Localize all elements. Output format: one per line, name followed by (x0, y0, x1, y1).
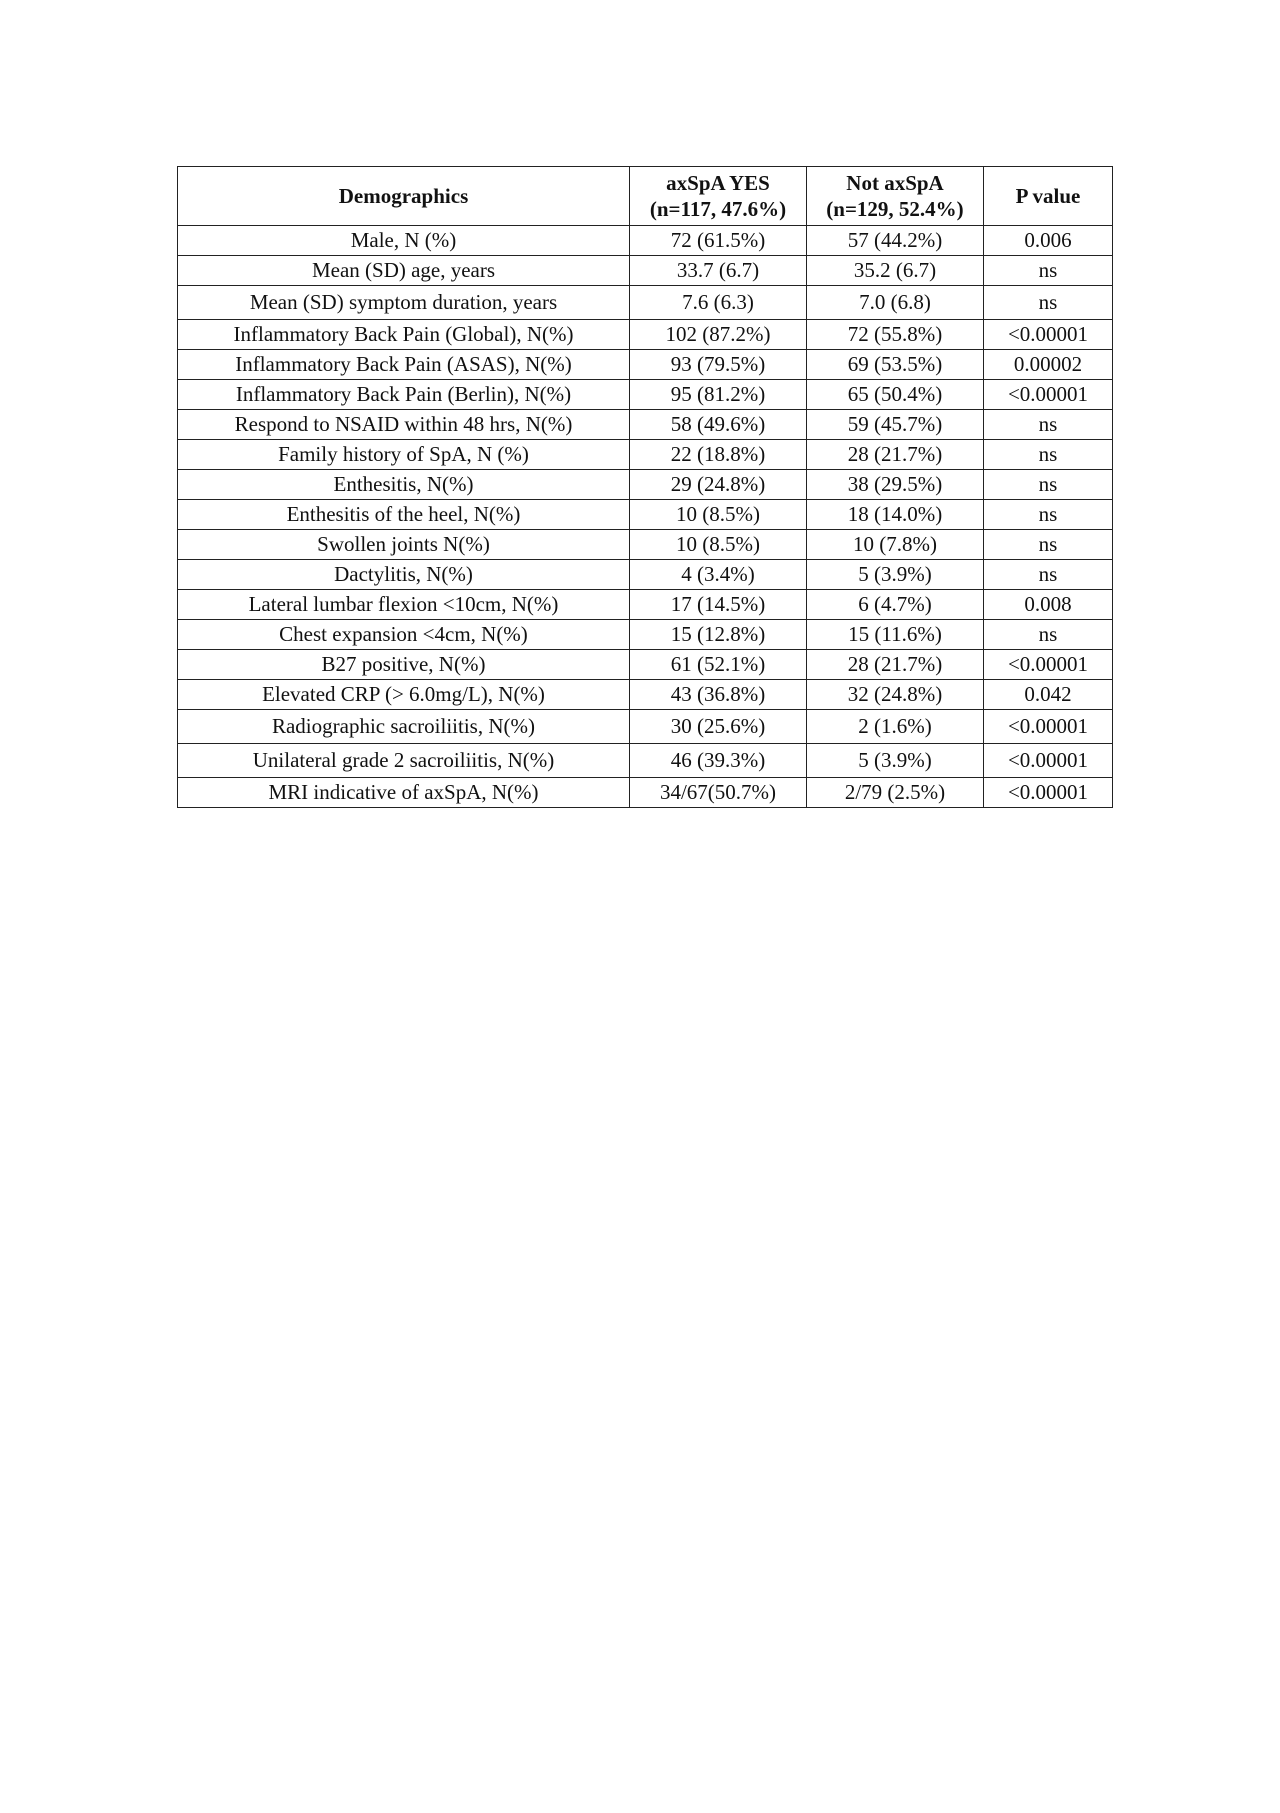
p-value: 0.008 (984, 590, 1113, 620)
axspa-yes-value: 22 (18.8%) (630, 440, 807, 470)
not-axspa-value: 7.0 (6.8) (807, 286, 984, 320)
table-row (178, 286, 1113, 320)
row-label: Male, N (%) (178, 226, 630, 256)
header-axspa-yes-line2: (n=117, 47.6%) (649, 197, 787, 221)
header-not-axspa-line2: (n=129, 52.4%) (826, 197, 964, 221)
axspa-yes-value: 61 (52.1%) (630, 650, 807, 680)
p-value: ns (984, 440, 1113, 470)
table-row (178, 620, 1113, 650)
axspa-yes-value: 15 (12.8%) (630, 620, 807, 650)
axspa-yes-value: 72 (61.5%) (630, 226, 807, 256)
row-label: Lateral lumbar flexion <10cm, N(%) (178, 590, 630, 620)
header-axspa-yes-line1: axSpA YES (666, 170, 770, 195)
p-value: <0.00001 (984, 744, 1113, 778)
table-row (178, 778, 1113, 808)
row-label: Respond to NSAID within 48 hrs, N(%) (178, 410, 630, 440)
row-label: Inflammatory Back Pain (ASAS), N(%) (178, 350, 630, 380)
p-value: 0.042 (984, 680, 1113, 710)
row-label: Inflammatory Back Pain (Global), N(%) (178, 320, 630, 350)
table-row (178, 560, 1113, 590)
p-value: <0.00001 (984, 710, 1113, 744)
row-label: Enthesitis of the heel, N(%) (178, 500, 630, 530)
not-axspa-value: 72 (55.8%) (807, 320, 984, 350)
table-row (178, 650, 1113, 680)
header-axspa-yes (630, 167, 807, 226)
demographics-table (177, 166, 1113, 808)
not-axspa-value: 69 (53.5%) (807, 350, 984, 380)
not-axspa-value: 57 (44.2%) (807, 226, 984, 256)
row-label: MRI indicative of axSpA, N(%) (178, 778, 630, 808)
p-value: <0.00001 (984, 778, 1113, 808)
not-axspa-value: 28 (21.7%) (807, 440, 984, 470)
axspa-yes-value: 10 (8.5%) (630, 530, 807, 560)
p-value: <0.00001 (984, 650, 1113, 680)
p-value: 0.006 (984, 226, 1113, 256)
not-axspa-value: 6 (4.7%) (807, 590, 984, 620)
axspa-yes-value: 4 (3.4%) (630, 560, 807, 590)
row-label: B27 positive, N(%) (178, 650, 630, 680)
row-label: Family history of SpA, N (%) (178, 440, 630, 470)
row-label: Enthesitis, N(%) (178, 470, 630, 500)
row-label: Swollen joints N(%) (178, 530, 630, 560)
table-row (178, 226, 1113, 256)
row-label: Chest expansion <4cm, N(%) (178, 620, 630, 650)
table-header (178, 167, 1113, 226)
p-value: ns (984, 286, 1113, 320)
not-axspa-value: 15 (11.6%) (807, 620, 984, 650)
table-row (178, 256, 1113, 286)
axspa-yes-value: 43 (36.8%) (630, 680, 807, 710)
row-label: Mean (SD) symptom duration, years (178, 286, 630, 320)
row-label: Radiographic sacroiliitis, N(%) (178, 710, 630, 744)
table-row (178, 710, 1113, 744)
axspa-yes-value: 33.7 (6.7) (630, 256, 807, 286)
not-axspa-value: 35.2 (6.7) (807, 256, 984, 286)
not-axspa-value: 32 (24.8%) (807, 680, 984, 710)
header-not-axspa (807, 167, 984, 226)
axspa-yes-value: 10 (8.5%) (630, 500, 807, 530)
header-row (178, 167, 1113, 226)
not-axspa-value: 38 (29.5%) (807, 470, 984, 500)
p-value: ns (984, 530, 1113, 560)
table-row (178, 440, 1113, 470)
not-axspa-value: 10 (7.8%) (807, 530, 984, 560)
not-axspa-value: 5 (3.9%) (807, 560, 984, 590)
not-axspa-value: 18 (14.0%) (807, 500, 984, 530)
p-value: ns (984, 560, 1113, 590)
axspa-yes-value: 102 (87.2%) (630, 320, 807, 350)
axspa-yes-value: 93 (79.5%) (630, 350, 807, 380)
not-axspa-value: 2 (1.6%) (807, 710, 984, 744)
p-value: <0.00001 (984, 380, 1113, 410)
axspa-yes-value: 34/67(50.7%) (630, 778, 807, 808)
not-axspa-value: 5 (3.9%) (807, 744, 984, 778)
axspa-yes-value: 17 (14.5%) (630, 590, 807, 620)
not-axspa-value: 28 (21.7%) (807, 650, 984, 680)
row-label: Inflammatory Back Pain (Berlin), N(%) (178, 380, 630, 410)
p-value: ns (984, 620, 1113, 650)
row-label: Unilateral grade 2 sacroiliitis, N(%) (178, 744, 630, 778)
row-label: Elevated CRP (> 6.0mg/L), N(%) (178, 680, 630, 710)
table-row (178, 590, 1113, 620)
header-not-axspa-line1: Not axSpA (846, 170, 944, 195)
header-demographics: Demographics (178, 167, 630, 226)
axspa-yes-value: 30 (25.6%) (630, 710, 807, 744)
axspa-yes-value: 29 (24.8%) (630, 470, 807, 500)
table-row (178, 744, 1113, 778)
row-label: Dactylitis, N(%) (178, 560, 630, 590)
not-axspa-value: 65 (50.4%) (807, 380, 984, 410)
p-value: ns (984, 470, 1113, 500)
p-value: ns (984, 410, 1113, 440)
row-label: Mean (SD) age, years (178, 256, 630, 286)
axspa-yes-value: 95 (81.2%) (630, 380, 807, 410)
table-row (178, 470, 1113, 500)
table-row (178, 410, 1113, 440)
table-row (178, 500, 1113, 530)
table-row (178, 530, 1113, 560)
table-row (178, 350, 1113, 380)
table-row (178, 380, 1113, 410)
axspa-yes-value: 58 (49.6%) (630, 410, 807, 440)
axspa-yes-value: 46 (39.3%) (630, 744, 807, 778)
p-value: ns (984, 256, 1113, 286)
axspa-yes-value: 7.6 (6.3) (630, 286, 807, 320)
p-value: ns (984, 500, 1113, 530)
not-axspa-value: 59 (45.7%) (807, 410, 984, 440)
table-row (178, 680, 1113, 710)
p-value: 0.00002 (984, 350, 1113, 380)
table-body (178, 226, 1113, 808)
header-p-value: P value (984, 167, 1113, 226)
p-value: <0.00001 (984, 320, 1113, 350)
not-axspa-value: 2/79 (2.5%) (807, 778, 984, 808)
table-row (178, 320, 1113, 350)
